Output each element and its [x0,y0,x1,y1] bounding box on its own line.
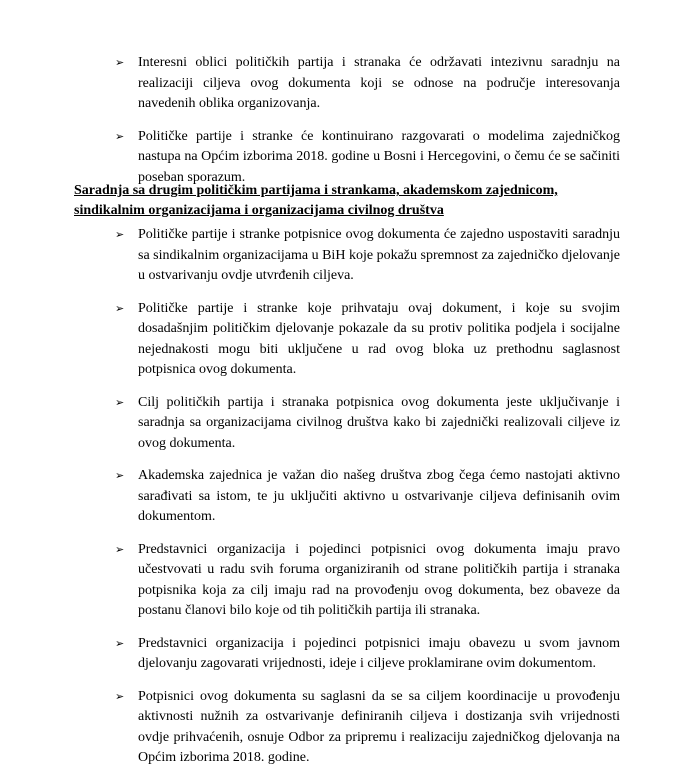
list-item-text: Cilj političkih partija i stranaka potpisnica ovog dokumenta jeste uključivanje i saradnja sa organizacijama civilnog društva kako bi zajednički realizovali ciljeve iz ovog dokumenta. [138,394,620,451]
section-heading-line-2: sindikalnim organizacijama i organizacijama civilnog društva [74,202,444,218]
section-heading-line-1: Saradnja sa drugim političkim partijama i strankama, akademskom zajednicom, [74,183,558,198]
list-item [115,393,620,455]
list-item [115,634,620,675]
bullet-list-bottom [115,225,620,781]
section-heading [74,181,634,220]
arrowhead-bullet-icon: ➢ [115,543,125,556]
list-item [115,127,620,189]
list-item-text: Političke partije i stranke koje prihvataju ovaj dokument, i koje su svojim dosadašnjim političkim djelovanje pokazale da su protiv politika podjela i socijalne nejednakosti mogu biti uključene u rad ovog bloka uz prethodnu saglasnost potpisnica ovog dokumenta. [138,300,620,377]
arrowhead-bullet-icon: ➢ [115,396,125,409]
list-item [115,687,620,769]
list-item-text: Predstavnici organizacija i pojedinci potpisnici imaju obavezu u svom javnom djelovanju zagovarati vrijednosti, ideje i ciljeve proklamirane ovim dokumentom. [138,635,620,671]
list-item [115,53,620,115]
arrowhead-bullet-icon: ➢ [115,302,125,315]
arrowhead-bullet-icon: ➢ [115,130,125,143]
list-item [115,466,620,528]
list-item [115,225,620,287]
list-item [115,540,620,622]
list-item-text: Predstavnici organizacija i pojedinci potpisnici ovog dokumenta imaju pravo učestvovati u radu svih foruma organiziranih od strane političkih partija i stranaka potpisnika koja za cilj imaju rad na provođenju ovog dokumenta, bez obaveze da postanu članovi bilo koje od tih političkih partija ili stranaka. [138,541,620,618]
arrowhead-bullet-icon: ➢ [115,637,125,650]
list-item-text: Interesni oblici političkih partija i stranaka će održavati intezivnu saradnju na realizaciji ciljeva ovog dokumenta koji se odnose na područje interesovanja navedenih oblika organizovanja. [138,55,620,111]
list-item [115,299,620,381]
list-item-text: Potpisnici ovog dokumenta su saglasni da se sa ciljem koordinacije u provođenju aktivnosti nužnih za ostvarivanje definiranih ciljeva i dostizanja svih vrijednosti ovdje prihvaćenih, osnuje Odbor za pripremu i realizaciju zajedničkog djelovanja na Općim izborima 2018. godine. [138,688,620,765]
list-item-text: Političke partije i stranke potpisnice ovog dokumenta će zajedno uspostaviti saradnju sa sindikalnim organizacijama u BiH koje pokažu spremnost za zajedničko djelovanje u ostvarivanju ovdje utvrđenih ciljeva. [138,227,620,283]
list-item-text: Akademska zajednica je važan dio našeg društva zbog čega ćemo nastojati aktivno sarađivati sa istom, te ju uključiti aktivno u ostvarivanje ciljeva definisanih ovim dokumentom. [138,468,620,524]
bullet-list-top [115,53,620,200]
arrowhead-bullet-icon: ➢ [115,690,125,703]
arrowhead-bullet-icon: ➢ [115,229,125,241]
arrowhead-bullet-icon: ➢ [115,57,125,69]
arrowhead-bullet-icon: ➢ [115,470,125,482]
list-item-text: Političke partije i stranke će kontinuirano razgovarati o modelima zajedničkog nastupa na Općim izborima 2018. godine u Bosni i Hercegovini, o čemu će se sačiniti poseban sporazum. [138,128,620,185]
